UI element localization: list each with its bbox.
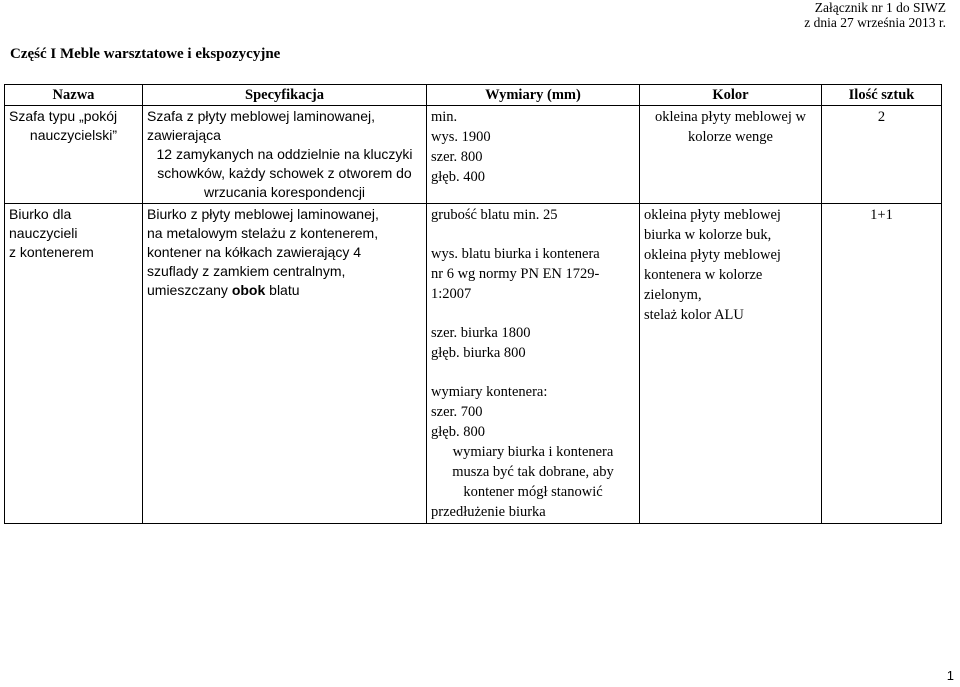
text-line: nauczycieli <box>9 225 78 241</box>
text-line: 1:2007 <box>431 286 472 302</box>
cell-kolor <box>640 106 822 204</box>
text-line: min. <box>431 109 458 125</box>
text-line: głęb. biurka 800 <box>431 345 526 361</box>
text-line: przedłużenie biurka <box>431 504 546 520</box>
text-line: okleina płyty meblowej w <box>654 109 806 125</box>
text-line: szuflady z zamkiem centralnym, <box>147 263 346 279</box>
text-line: Szafa z płyty meblowej laminowanej, <box>147 108 375 124</box>
cell-nazwa <box>5 106 143 204</box>
cell-nazwa <box>5 204 143 524</box>
cell-wymiary <box>427 106 640 204</box>
table-row <box>5 204 942 524</box>
text-line: szer. 800 <box>431 149 483 165</box>
text-line: wys. 1900 <box>431 129 491 145</box>
text-line: wys. blatu biurka i kontenera <box>431 246 600 262</box>
text-line: Biurko z płyty meblowej laminowanej, <box>147 206 379 222</box>
cell-ilosc: 1+1 <box>822 204 942 524</box>
cell-specyfikacja <box>143 106 427 204</box>
text-line: zielonym, <box>644 287 702 303</box>
table-row <box>5 106 942 204</box>
text-span: blatu <box>265 282 300 298</box>
col-header-wymiary: Wymiary (mm) <box>427 85 640 106</box>
text-line: kolorze wenge <box>688 129 773 145</box>
text-span: umieszczany <box>147 282 232 298</box>
text-line: stelaż kolor ALU <box>644 307 744 323</box>
bold-word: obok <box>231 282 266 298</box>
text-line: szer. 700 <box>431 404 483 420</box>
page-number: 1 <box>946 668 954 683</box>
text-line: głęb. 800 <box>431 424 485 440</box>
section-title: Część I Meble warsztatowe i ekspozycyjne <box>10 46 281 62</box>
cell-ilosc: 2 <box>822 106 942 204</box>
cell-specyfikacja <box>143 204 427 524</box>
text-line: wrzucania korespondencji <box>203 184 366 200</box>
text-line: wymiary biurka i kontenera <box>452 444 614 460</box>
text-line: szer. biurka 1800 <box>431 325 531 341</box>
text-line: wymiary kontenera: <box>431 384 548 400</box>
text-line: musza być tak dobrane, aby <box>452 464 614 480</box>
text-line: z kontenerem <box>9 244 94 260</box>
text-line: nr 6 wg normy PN EN 1729- <box>431 266 600 282</box>
col-header-kolor: Kolor <box>640 85 822 106</box>
text-line: schowków, każdy schowek z otworem do <box>157 165 412 181</box>
text-line: Biurko dla <box>9 206 72 222</box>
text-line: biurka w kolorze buk, <box>644 227 772 243</box>
col-header-specyfikacja: Specyfikacja <box>143 85 427 106</box>
text-line: kontener mógł stanowić <box>463 484 603 500</box>
cell-wymiary <box>427 204 640 524</box>
text-line: kontenera w kolorze <box>644 267 763 283</box>
text-line: 12 zamykanych na oddzielnie na kluczyki <box>156 146 413 162</box>
text-line: nauczycielski” <box>29 127 118 143</box>
attachment-line-2: z dnia 27 września 2013 r. <box>804 15 946 30</box>
text-line: grubość blatu min. 25 <box>431 207 558 223</box>
col-header-ilosc: Ilość sztuk <box>822 85 942 106</box>
attachment-header <box>804 0 946 30</box>
col-header-nazwa: Nazwa <box>5 85 143 106</box>
attachment-line-1: Załącznik nr 1 do SIWZ <box>814 0 946 15</box>
text-line: okleina płyty meblowej <box>644 207 781 223</box>
table-header-row <box>5 85 942 106</box>
text-line: na metalowym stelażu z kontenerem, <box>147 225 379 241</box>
text-line: kontener na kółkach zawierający 4 <box>147 244 362 260</box>
text-line <box>147 281 422 300</box>
text-line: zawierająca <box>147 127 221 143</box>
text-line: głęb. 400 <box>431 169 485 185</box>
text-line: okleina płyty meblowej <box>644 247 781 263</box>
text-line: Szafa typu „pokój <box>9 108 118 124</box>
cell-kolor <box>640 204 822 524</box>
furniture-spec-table <box>4 84 942 524</box>
